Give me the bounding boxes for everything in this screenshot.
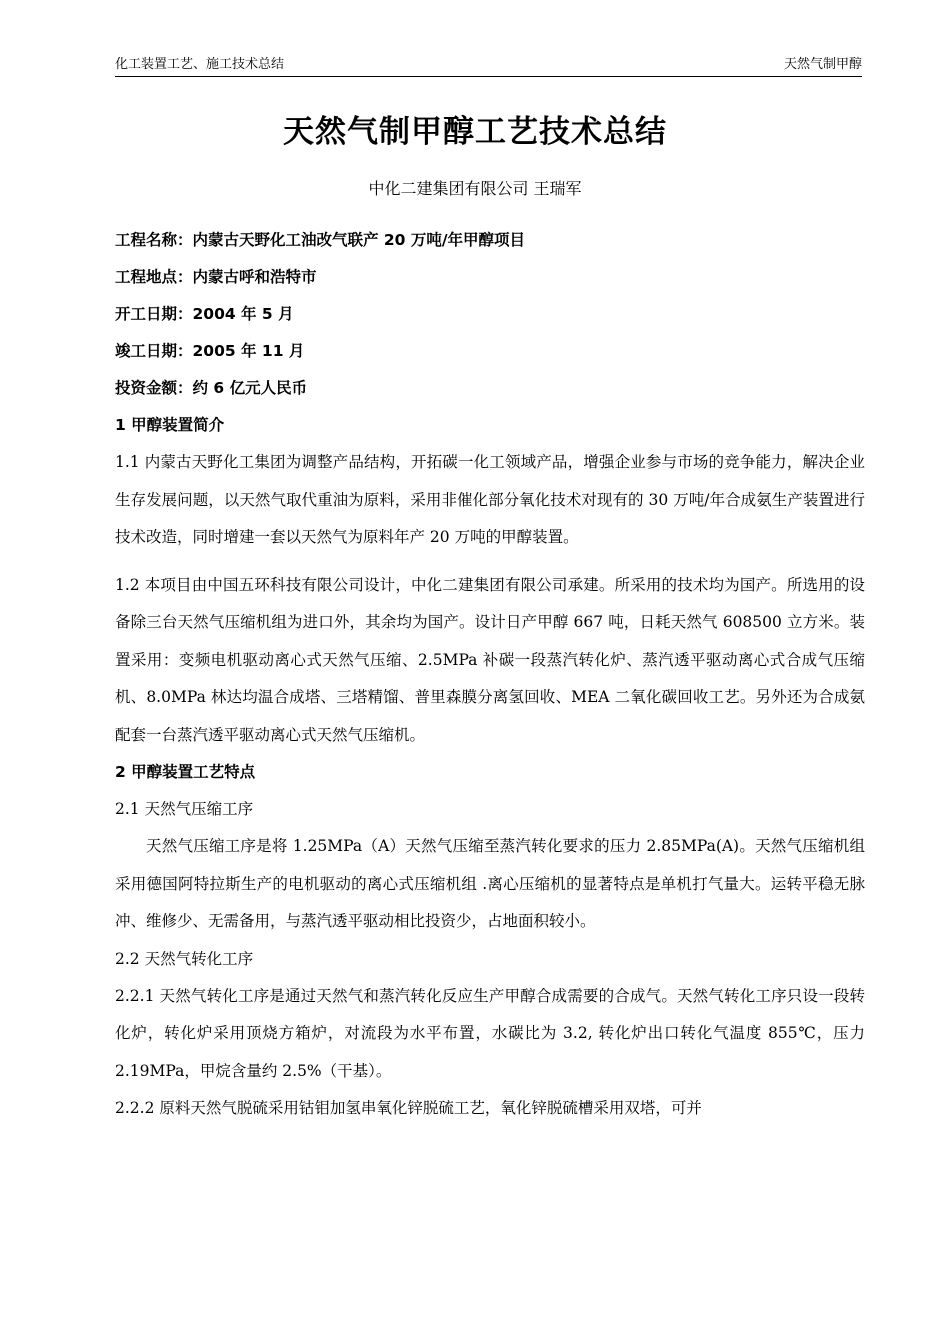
- completion-date: 竣工日期：2005 年 11 月: [115, 342, 305, 360]
- start-date: 开工日期：2004 年 5 月: [115, 305, 294, 323]
- document-title: 天然气制甲醇工艺技术总结: [283, 114, 667, 150]
- paragraph-1-2: 1.2 本项目由中国五环科技有限公司设计，中化二建集团有限公司承建。所采用的技术均为国产。所选用的设备除三台天然气压缩机组为进口外，其余均为国产。设计日产甲醇 667 吨，日耗天然气 608500 立方米。装置采用：变频电机驱动离心式天然气压缩、2.5MPa 补碳一段蒸汽转化炉、蒸汽透平驱动离心式合成气压缩机、8.0MPa 林达均温合成塔、三塔精馏、普里森膜分离氢回收、MEA 二氧化碳回收工艺。另外还为合成氨配套一台蒸汽透平驱动离心式天然气压缩机。: [115, 575, 865, 744]
- document-author: 中化二建集团有限公司 王瑞军: [368, 179, 582, 198]
- section-1-heading: 1 甲醇装置简介: [115, 416, 225, 434]
- document-body: [115, 222, 865, 1128]
- investment-amount: 投资金额：约 6 亿元人民币: [115, 379, 308, 397]
- header-left-text: 化工装置工艺、施工技术总结: [115, 57, 285, 72]
- section-2-2-heading: 2.2 天然气转化工序: [115, 949, 254, 968]
- project-location: 工程地点：内蒙古呼和浩特市: [115, 268, 317, 286]
- paragraph-2-1: 天然气压缩工序是将 1.25MPa（A）天然气压缩至蒸汽转化要求的压力 2.85MPa(A)。天然气压缩机组采用德国阿特拉斯生产的电机驱动的离心式压缩机组 .离心压缩机的显著特点是单机打气量大。运转平稳无脉冲、维修少、无需备用，与蒸汽透平驱动相比投资少，占地面积较小。: [115, 837, 865, 930]
- paragraph-2-2-1: 2.2.1 天然气转化工序是通过天然气和蒸汽转化反应生产甲醇合成需要的合成气。天然气转化工序只设一段转化炉，转化炉采用顶烧方箱炉，对流段为水平布置，水碳比为 3.2, 转化炉出口转化气温度 855℃，压力 2.19MPa，甲烷含量约 2.5%（干基）。: [115, 986, 865, 1080]
- paragraph-2-2-2: 2.2.2 原料天然气脱硫采用钴钼加氢串氧化锌脱硫工艺，氧化锌脱硫槽采用双塔，可并: [115, 1099, 702, 1117]
- page-header: [115, 54, 862, 77]
- header-right-text: 天然气制甲醇: [783, 57, 862, 72]
- project-name: 工程名称：内蒙古天野化工油改气联产 20 万吨/年甲醇项目: [115, 231, 526, 249]
- paragraph-1-1: 1.1 内蒙古天野化工集团为调整产品结构，开拓碳一化工领域产品，增强企业参与市场的竞争能力，解决企业生存发展问题，以天然气取代重油为原料，采用非催化部分氧化技术对现有的 30 万吨/年合成氨生产装置进行技术改造，同时增建一套以天然气为原料年产 20 万吨的甲醇装置。: [115, 453, 865, 546]
- section-2-1-heading: 2.1 天然气压缩工序: [115, 800, 254, 818]
- section-2-heading: 2 甲醇装置工艺特点: [115, 763, 256, 781]
